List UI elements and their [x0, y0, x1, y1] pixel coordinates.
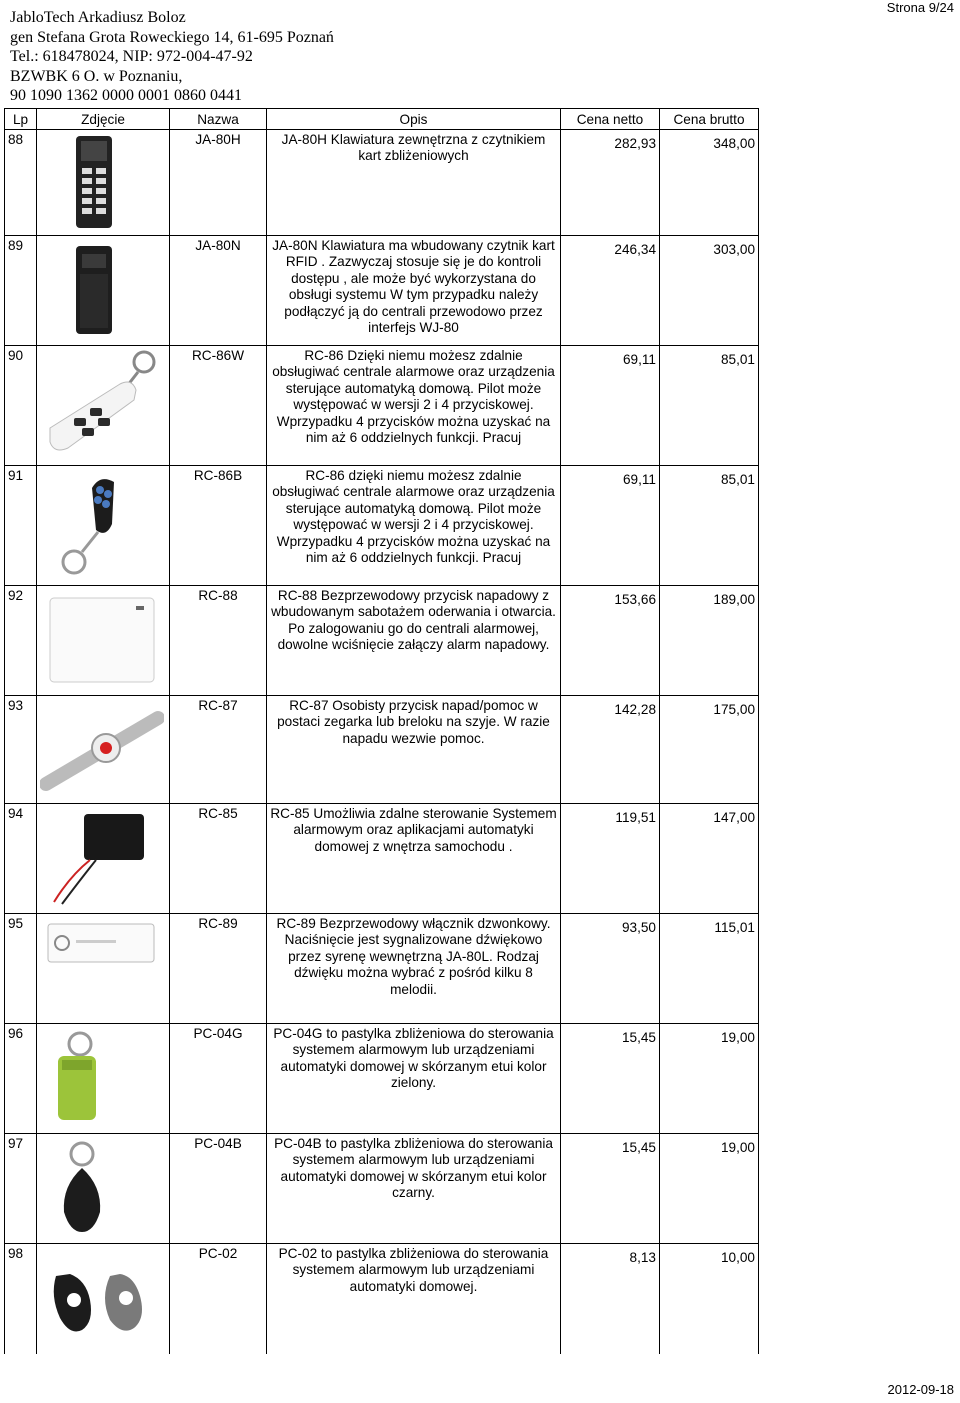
- white-panic-button-image: [40, 588, 164, 688]
- cell-lp: 92: [5, 586, 37, 696]
- wristband-button-image: [40, 698, 164, 798]
- green-tag-image: [40, 1026, 164, 1126]
- cell-name: PC-04G: [170, 1024, 267, 1134]
- cell-name: RC-87: [170, 696, 267, 804]
- doorbell-button-image: [40, 916, 164, 1016]
- cell-desc: PC-04B to pastylka zbliżeniowa do sterowania systemem alarmowym lub urządzeniami automatyki domowej w skórzanym etui kolor czarny.: [267, 1134, 561, 1244]
- col-header-name: Nazwa: [170, 109, 267, 130]
- cell-gross-price: 85,01: [660, 346, 759, 466]
- cell-desc: JA-80H Klawiatura zewnętrzna z czytnikiem kart zbliżeniowych: [267, 130, 561, 236]
- cell-gross-price: 10,00: [660, 1244, 759, 1344]
- table-row: [5, 346, 759, 466]
- rfid-reader-image: [40, 238, 164, 338]
- black-tag-image: [40, 1136, 164, 1236]
- cell-name: RC-88: [170, 586, 267, 696]
- cell-net-price: 153,66: [561, 586, 660, 696]
- cell-lp: 89: [5, 236, 37, 346]
- keypad-with-buttons-image: [40, 132, 164, 232]
- company-account: 90 1090 1362 0000 0001 0860 0441: [10, 87, 242, 104]
- table-row: [5, 696, 759, 804]
- cell-net-price: 15,45: [561, 1134, 660, 1244]
- col-header-desc: Opis: [267, 109, 561, 130]
- cell-lp: 90: [5, 346, 37, 466]
- col-header-net: Cena netto: [561, 109, 660, 130]
- cell-net-price: 8,13: [561, 1244, 660, 1344]
- cell-desc: RC-89 Bezprzewodowy włącznik dzwonkowy. Naciśnięcie jest sygnalizowane dźwiękowo przez syrenę wewnętrzną JA-80L. Rodzaj dźwięku można wybrać z pośród kilku 8 melodii.: [267, 914, 561, 1024]
- cell-gross-price: 348,00: [660, 130, 759, 236]
- cell-name: RC-85: [170, 804, 267, 914]
- table-row: [5, 586, 759, 696]
- cell-lp: 96: [5, 1024, 37, 1134]
- cell-desc: PC-04G to pastylka zbliżeniowa do sterowania systemem alarmowym lub urządzeniami automatyki domowej w skórzanym etui kolor zielony.: [267, 1024, 561, 1134]
- cell-name: PC-02: [170, 1244, 267, 1344]
- company-name: JabloTech Arkadiusz Boloz: [10, 9, 186, 26]
- cell-gross-price: 115,01: [660, 914, 759, 1024]
- table-row: [5, 466, 759, 586]
- cell-desc: RC-88 Bezprzewodowy przycisk napadowy z wbudowanym sabotażem oderwania i otwarcia. Po zalogowaniu go do centrali alarmowej, dowolne wciśnięcie załączy alarm napadowy.: [267, 586, 561, 696]
- table-header: [5, 109, 759, 130]
- table-row: [5, 914, 759, 1024]
- cell-lp: 91: [5, 466, 37, 586]
- cell-desc: RC-87 Osobisty przycisk napad/pomoc w postaci zegarka lub breloku na szyje. W razie napadu wezwie pomoc.: [267, 696, 561, 804]
- cell-net-price: 119,51: [561, 804, 660, 914]
- cell-lp: 97: [5, 1134, 37, 1244]
- page-number: Strona 9/24: [886, 0, 954, 15]
- cell-lp: 88: [5, 130, 37, 236]
- company-bank: BZWBK 6 O. w Poznaniu,: [10, 67, 183, 85]
- cell-net-price: 69,11: [561, 466, 660, 586]
- cell-name: PC-04B: [170, 1134, 267, 1244]
- cell-name: JA-80H: [170, 130, 267, 236]
- cell-desc: RC-86 dzięki niemu możesz zdalnie obsługiwać centrale alarmowe oraz urządzenia sterujące automatyką domową. Pilot może występować w wersji 2 i 4 przyciskowej. Wprzypadku 4 przycisków można uzyskać na nim aż 6 oddzielnych funkcji. Pracuj: [267, 466, 561, 586]
- cell-net-price: 246,34: [561, 236, 660, 346]
- cell-net-price: 69,11: [561, 346, 660, 466]
- white-remote-image: [40, 348, 164, 460]
- cell-desc: JA-80N Klawiatura ma wbudowany czytnik kart RFID . Zazwyczaj stosuje się je do kontroli dostępu , ale może być wykorzystana do obsługi systemu W tym przypadku należy podłączyć ją do centrali przewodowo przez interfejs WJ-80: [267, 236, 561, 346]
- cell-lp: 94: [5, 804, 37, 914]
- cell-gross-price: 19,00: [660, 1134, 759, 1244]
- cell-lp: 98: [5, 1244, 37, 1344]
- print-date: 2012-09-18: [887, 1382, 954, 1397]
- cell-name: RC-86B: [170, 466, 267, 586]
- cell-net-price: 142,28: [561, 696, 660, 804]
- keyfob-tags-image: [40, 1246, 164, 1342]
- cell-gross-price: 303,00: [660, 236, 759, 346]
- table-row: [5, 1134, 759, 1244]
- table-row: [5, 1244, 759, 1344]
- table-row: [5, 1024, 759, 1134]
- cell-name: JA-80N: [170, 236, 267, 346]
- cell-gross-price: 147,00: [660, 804, 759, 914]
- cell-gross-price: 19,00: [660, 1024, 759, 1134]
- cell-net-price: 282,93: [561, 130, 660, 236]
- cell-name: RC-89: [170, 914, 267, 1024]
- cell-net-price: 93,50: [561, 914, 660, 1024]
- table-row: [5, 130, 759, 236]
- cell-desc: RC-86 Dzięki niemu możesz zdalnie obsługiwać centrale alarmowe oraz urządzenia sterujące automatyką domową. Pilot może występować w wersji 2 i 4 przyciskowej. Wprzypadku 4 przycisków można uzyskać na nim aż 6 oddzielnych funkcji. Pracuj: [267, 346, 561, 466]
- cell-lp: 93: [5, 696, 37, 804]
- cell-name: RC-86W: [170, 346, 267, 466]
- cell-net-price: 15,45: [561, 1024, 660, 1134]
- company-tel: Tel.: 618478024, NIP: 972-004-47-92: [10, 48, 253, 65]
- table-row: [5, 236, 759, 346]
- car-module-image: [40, 806, 164, 906]
- cell-desc: RC-85 Umożliwia zdalne sterowanie Systemem alarmowym oraz aplikacjami automatyki domowej z wnętrza samochodu .: [267, 804, 561, 914]
- cell-gross-price: 175,00: [660, 696, 759, 804]
- company-header: [10, 8, 334, 106]
- table-tail: [5, 1344, 759, 1354]
- col-header-image: Zdjęcie: [37, 109, 170, 130]
- col-header-lp: Lp: [5, 109, 37, 130]
- price-table: [4, 108, 759, 1354]
- company-address: gen Stefana Grota Roweckiego 14, 61-695 Poznań: [10, 28, 334, 46]
- cell-desc: PC-02 to pastylka zbliżeniowa do sterowania systemem alarmowym lub urządzeniami automatyki domowej.: [267, 1244, 561, 1344]
- cell-gross-price: 85,01: [660, 466, 759, 586]
- col-header-gross: Cena brutto: [660, 109, 759, 130]
- black-remote-image: [40, 468, 164, 580]
- table-row: [5, 804, 759, 914]
- cell-lp: 95: [5, 914, 37, 1024]
- cell-gross-price: 189,00: [660, 586, 759, 696]
